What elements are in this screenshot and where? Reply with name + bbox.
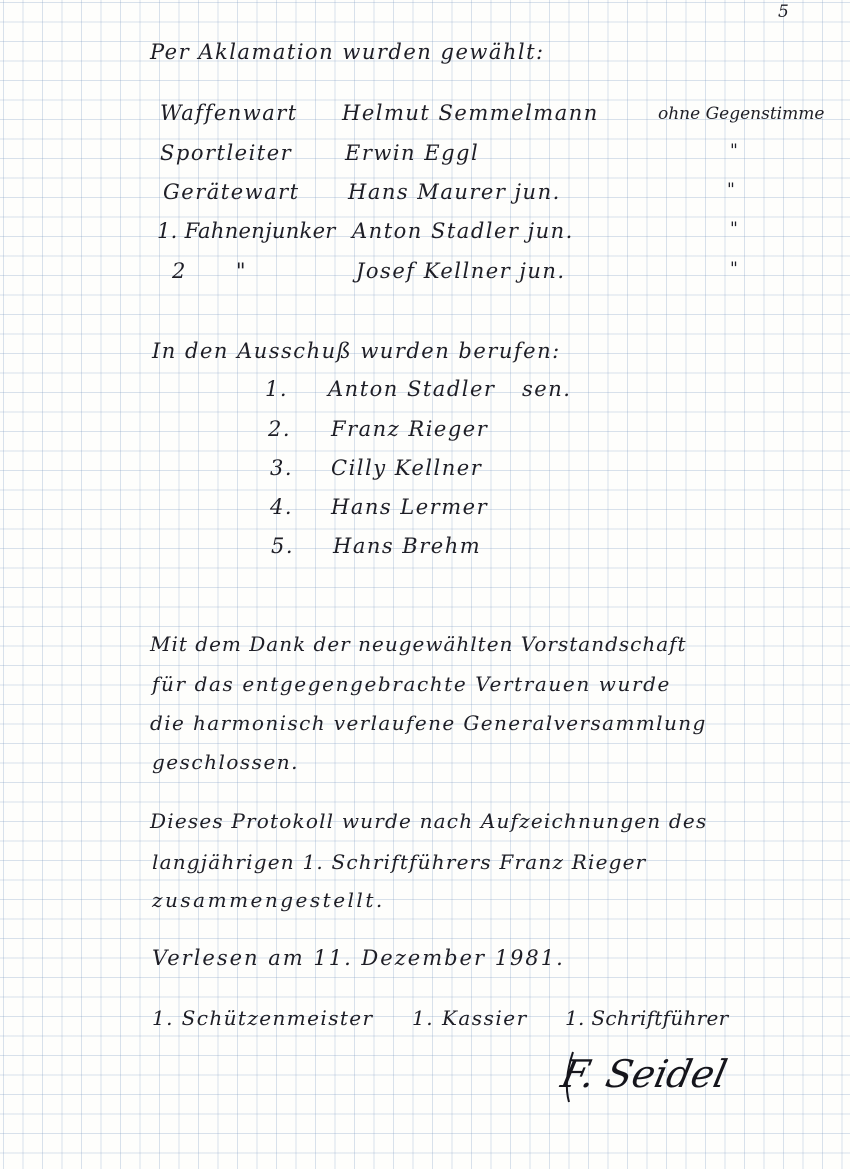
elected-name: Erwin Eggl [345,141,480,165]
signature-flourish [555,1040,705,1110]
role-label: Sportleiter [160,141,293,165]
member-name: Anton Stadler [328,377,496,401]
closing-line: Mit dem Dank der neugewählten Vorstandschaft [150,632,687,656]
elected-name: Anton Stadler jun. [352,219,574,243]
protocol-line: Dieses Protokoll wurde nach Aufzeichnungen des [150,809,708,833]
member-name: Franz Rieger [331,417,489,441]
elected-name: Helmut Semmelmann [342,101,599,125]
signatory-title: 1. Schriftführer [565,1006,729,1030]
elected-name: Hans Maurer jun. [348,180,561,204]
ditto-mark: " [730,141,739,161]
role-label: 1. Fahnenjunker [157,219,336,243]
vote-note: ohne Gegenstimme [658,104,825,124]
member-name: Cilly Kellner [331,456,483,480]
member-number: 1. [265,377,289,401]
member-number: 2. [268,417,292,441]
ditto-mark: " [730,219,739,239]
member-number: 4. [270,495,294,519]
member-number: 5. [271,534,295,558]
member-name: Hans Lermer [331,495,489,519]
signatory-title: 1. Kassier [412,1006,528,1030]
page-number: 5 [778,2,790,22]
closing-line: geschlossen. [152,750,300,774]
closing-line: für das entgegengebrachte Vertrauen wurde [152,672,671,696]
ditto-mark: " [730,259,739,279]
member-name: Hans Brehm [333,534,482,558]
ditto-mark: " [727,180,736,200]
protocol-line: zusammengestellt. [152,888,385,912]
elected-name: Josef Kellner jun. [356,259,566,283]
role-label: 2 " [172,259,248,283]
read-date: Verlesen am 11. Dezember 1981. [152,946,565,970]
member-number: 3. [270,456,294,480]
acclamation-heading: Per Aklamation wurden gewählt: [150,40,545,64]
closing-line: die harmonisch verlaufene Generalversammlung [150,711,707,735]
committee-heading: In den Ausschuß wurden berufen: [152,339,561,363]
member-suffix: sen. [522,377,572,401]
role-label: Waffenwart [160,101,298,125]
signatory-title: 1. Schützenmeister [152,1006,374,1030]
role-label: Gerätewart [163,180,300,204]
signature: F. Seidel [557,1052,731,1096]
protocol-line: langjährigen 1. Schriftführers Franz Rieger [152,850,647,874]
